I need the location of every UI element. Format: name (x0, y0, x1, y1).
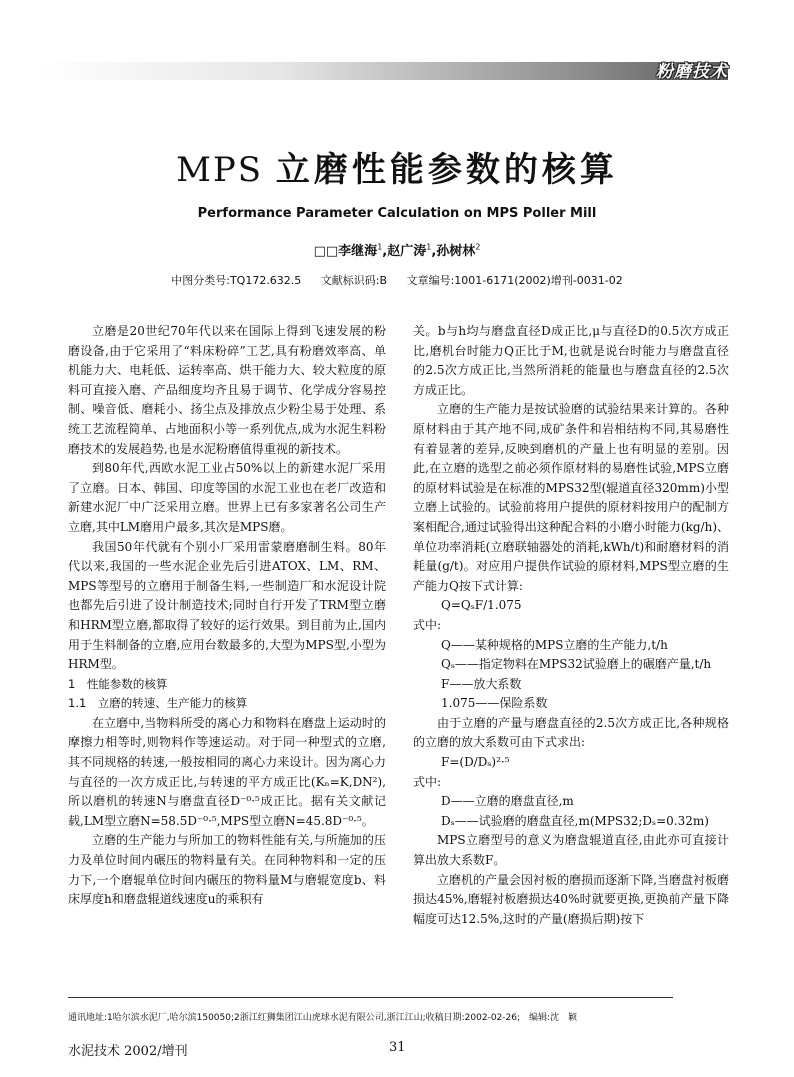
subsection-heading: 1.1 立磨的转速、生产能力的核算 (68, 696, 248, 711)
paragraph: 到80年代,西欧水泥工业占50%以上的新建水泥厂采用了立磨。日本、韩国、印度等国的水泥工业也在老厂改造和新建水泥厂中广泛采用立磨。世界上已有多家著名公司生产立磨,其中LM磨用户最多,其次是MPS磨。 (68, 461, 386, 534)
author-3: 孙树林 (436, 244, 476, 259)
where-label: 式中: (413, 774, 442, 789)
author-line: □□李继海$^1$,赵广涛$^1$,孙树林$^2$ (313, 242, 481, 259)
section-heading: 1 性能参数的核算 (68, 676, 168, 691)
where-label: 式中: (413, 617, 442, 632)
classification-line (0, 272, 794, 288)
author-3-affil: 2 (475, 242, 481, 252)
author-1-affil: 1 (377, 242, 383, 252)
paragraph: 立磨的生产能力与所加工的物料性能有关,与所施加的压力及单位时间内碾压的物料量有关。在同种物料和一定的压力下,一个磨辊单位时间内碾压的物料量M与磨辊宽度b、料床厚度h和磨盘辊道线速度u的乘积有 (68, 833, 386, 907)
title-latin: MPS (176, 150, 264, 190)
left-column (68, 322, 386, 910)
paragraph: 在立磨中,当物料所受的离心力和物料在磨盘上运动时的摩擦力相等时,则物料作等速运动。对于同一种型式的立磨,其不同规格的转速,一般按相同的离心力来设计。因为离心力与直径的一次方成正比,与转速的平方成正比(Kₙ=K,DN²),所以磨机的转速N与磨盘直径D⁻⁰·⁵成正比。据有关文献记载,LM型立磨N=58.5D⁻⁰·⁵,MPS型立磨N=45.8D⁻⁰·⁵。 (68, 715, 386, 828)
variable-definition: 1.075——保险系数 (441, 696, 548, 711)
variable-definition: F——放大系数 (441, 676, 522, 691)
title-chinese: 立磨性能参数的核算 (275, 150, 618, 190)
variable-definition: D——立磨的磨盘直径,m (441, 794, 574, 809)
footnote-divider (68, 997, 673, 998)
document-code: 文献标识码:B (320, 274, 388, 287)
author-2-affil: 1 (426, 242, 432, 252)
paragraph: 关。b与h均与磨盘直径D成正比,μ与直径D的0.5次方成正比,磨机台时能力Q正比于M,也就是说台时能力与磨盘直径的2.5次方成正比,当然所消耗的能量也与磨盘直径的2.5次方成正比。 (413, 324, 729, 397)
right-column (413, 322, 729, 929)
footnote: 通讯地址:1哈尔滨水泥厂,哈尔滨150050;2浙江红狮集团江山虎球水泥有限公司,浙江江山;收稿日期:2002-02-26; 编辑:沈 颖 (68, 1013, 578, 1023)
clc-number: 中图分类号:TQ172.632.5 (171, 274, 302, 287)
author-prefix: □□ (313, 244, 339, 259)
header-gradient-bar (40, 62, 728, 80)
paragraph: MPS立磨型号的意义为磨盘辊道直径,由此亦可直接计算出放大系数F。 (413, 833, 729, 868)
paragraph: 由于立磨的产量与磨盘直径的2.5次方成正比,各种规格的立磨的放大系数可由下式求出: (413, 715, 729, 750)
variable-definition: Q——某种规格的MPS立磨的生产能力,t/h (441, 637, 668, 652)
formula: F=(D/Dₛ)²·⁵ (441, 755, 510, 770)
author-1: 李继海 (338, 244, 378, 259)
formula: Q=QₛF/1.075 (441, 598, 522, 613)
author-2: 赵广涛 (387, 244, 427, 259)
variable-definition: Qₛ——指定物料在MPS32试验磨上的碾磨产量,t/h (441, 657, 712, 672)
page-number: 31 (389, 1040, 406, 1055)
section-tag: 粉磨技术 (656, 62, 728, 82)
variable-definition: Dₛ——试验磨的磨盘直径,m(MPS32;Dₛ=0.32m) (441, 813, 709, 828)
paragraph: 立磨是20世纪70年代以来在国际上得到飞速发展的粉磨设备,由于它采用了“料床粉碎”工艺,具有粉磨效率高、单机能力大、电耗低、运转率高、烘干能力大、较大粒度的原料可直接入磨、产品细度均齐且易于调节、化学成分容易控制、噪音低、磨耗小、扬尘点及排放点少粉尘易于处理、系统工艺流程简单、占地面积小等一系列优点,成为水泥生料粉磨技术的发展趋势,也是水泥粉磨值得重视的新技术。 (68, 324, 386, 456)
paragraph: 立磨的生产能力是按试验磨的试验结果来计算的。各种原材料由于其产地不同,成矿条件和岩相结构不同,其易磨性有着显著的差异,反映到磨机的产量上也有明显的差别。因此,在立磨的选型之前必须作原材料的易磨性试验,MPS立磨的原材料试验是在标准的MPS32型(辊道直径320mm)小型立磨上试验的。试验前将用户提供的原材料按用户的配制方案相配合,通过试验得出这种配合料的小磨小时能力(kg/h)、单位功率消耗(立磨联轴器处的消耗,kWh/t)和耐磨材料的消耗量(g/t)。对应用户提供作试验的原材料,MPS型立磨的生产能力Q按下式计算: (413, 402, 729, 593)
journal-name: 水泥技术 2002/增刊 (68, 1044, 188, 1059)
english-title: Performance Parameter Calculation on MPS Poller Mill (197, 206, 597, 221)
paragraph: 我国50年代就有个别小厂采用雷蒙磨磨制生料。80年代以来,我国的一些水泥企业先后引进ATOX、LM、RM、MPS等型号的立磨用于制备生料,一些制造厂和水泥设计院也都先后引进了设计制造技术;同时自行开发了TRM型立磨和HRM型立磨,都取得了较好的运行效果。到目前为止,国内用于生料制备的立磨,应用台数最多的,大型为MPS型,小型为HRM型。 (68, 539, 386, 672)
paragraph: 立磨机的产量会因衬板的磨损而逐渐下降,当磨盘衬板磨损达45%,磨辊衬板磨损达40%时就要更换,更换前产量下降幅度可达12.5%,这时的产量(磨损后期)按下 (413, 872, 729, 926)
article-title (0, 142, 794, 191)
article-number: 文章编号:1001-6171(2002)增刊-0031-02 (406, 274, 623, 287)
